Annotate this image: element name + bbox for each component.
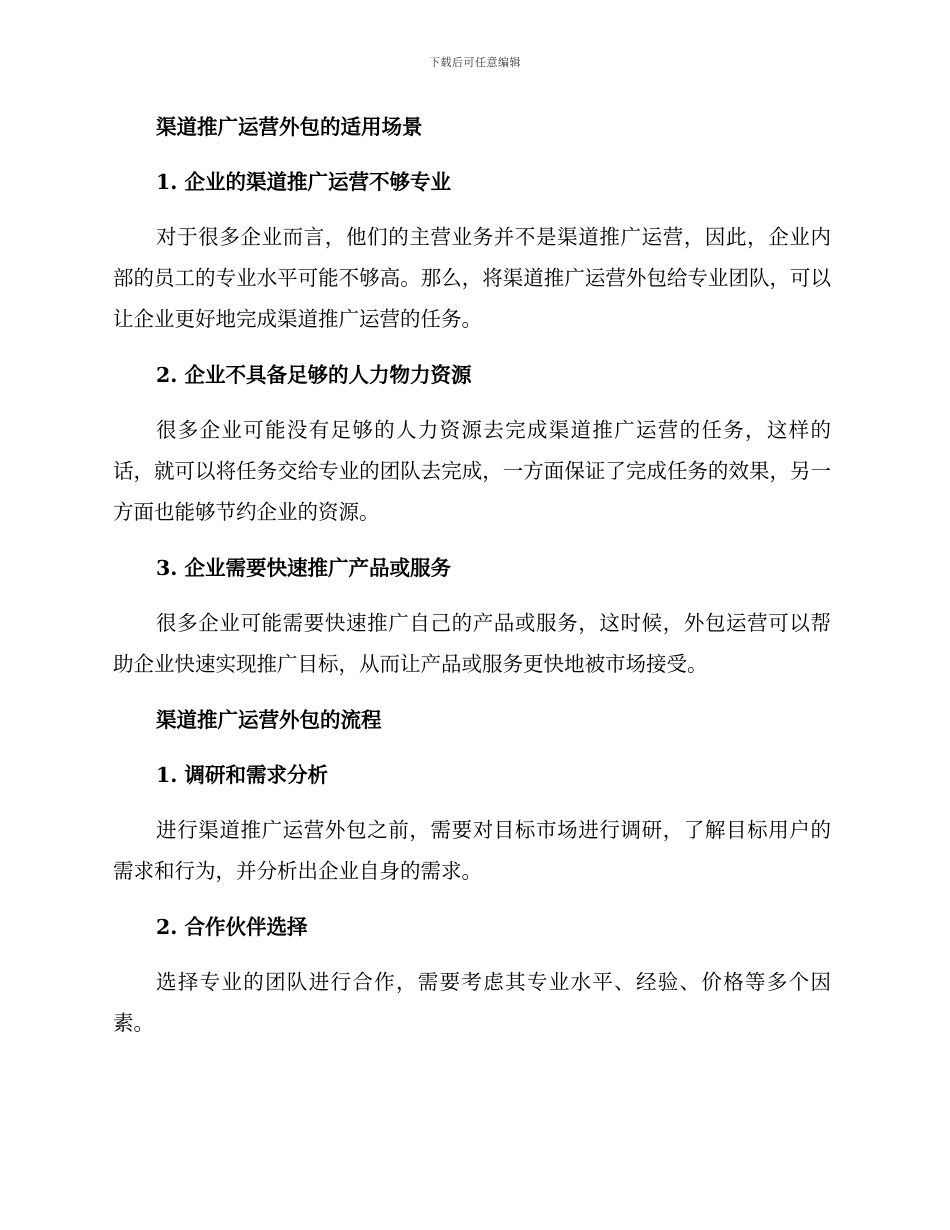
paragraph: 很多企业可能没有足够的人力资源去完成渠道推广运营的任务，这样的话，就可以将任务交给专业的团队去完成，一方面保证了完成任务的效果，另一方面也能够节约企业的资源。 (113, 418, 831, 524)
paragraph: 很多企业可能需要快速推广自己的产品或服务，这时候，外包运营可以帮助企业快速实现推广目标，从而让产品或服务更快地被市场接受。 (113, 611, 831, 676)
subheading: 2. 合作伙伴选择 (156, 915, 308, 939)
subheading: 3. 企业需要快速推广产品或服务 (156, 556, 452, 580)
document-body (113, 112, 831, 1044)
section-title: 渠道推广运营外包的流程 (156, 708, 382, 732)
paragraph: 对于很多企业而言，他们的主营业务并不是渠道推广运营，因此，企业内部的员工的专业水平可能不够高。那么，将渠道推广运营外包给专业团队，可以让企业更好地完成渠道推广运营的任务。 (113, 225, 831, 331)
page-header: 下载后可任意编辑 (429, 56, 521, 69)
paragraph: 进行渠道推广运营外包之前，需要对目标市场进行调研，了解目标用户的需求和行为，并分析出企业自身的需求。 (113, 818, 831, 883)
paragraph: 选择专业的团队进行合作，需要考虑其专业水平、经验、价格等多个因素。 (113, 970, 831, 1035)
subheading: 1. 调研和需求分析 (156, 763, 329, 787)
subheading: 2. 企业不具备足够的人力物力资源 (156, 363, 472, 387)
subheading: 1. 企业的渠道推广运营不够专业 (156, 170, 452, 194)
section-title: 渠道推广运营外包的适用场景 (156, 115, 423, 139)
